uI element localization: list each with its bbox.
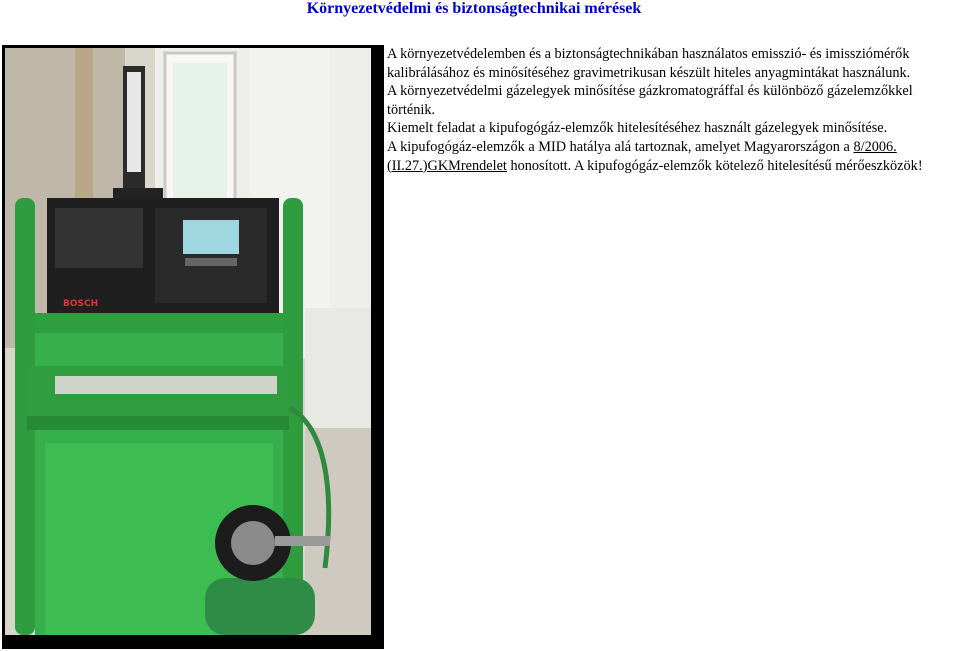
regulation-link[interactable]: 8/2006.(II.27.)GKMrendelet bbox=[387, 138, 897, 174]
photo-frame bbox=[2, 45, 384, 649]
page-title: Környezetvédelmi és biztonságtechnikai mérések bbox=[306, 0, 642, 17]
brand-label: BOSCH bbox=[63, 299, 99, 309]
gas-analyzer-photo bbox=[5, 48, 371, 635]
paragraph-gas-mixtures: A környezetvédelmi gázelegyek minősítése gázkromatográffal és különböző gázelemzőkkel történik. bbox=[387, 83, 913, 118]
paragraph-exhaust-analyzers: Kiemelt feladat a kipufogógáz-elemzők hitelesítéséhez használt gázelegyek minősítése. bbox=[387, 120, 888, 137]
paragraph-calibration: A környezetvédelemben és a biztonságtechnikában használatos emisszió- és imissziómérők kalibrálásához és minősítéséhez gravimetrikusan készült hiteles anyagmintákat használunk. bbox=[387, 46, 911, 81]
regulation-text-post: honosított. A kipufogógáz-elemzők kötelező hitelesítésű mérőeszközök! bbox=[506, 157, 923, 174]
paragraph-mid-regulation bbox=[387, 138, 959, 175]
content-text bbox=[387, 45, 959, 175]
regulation-text-pre: A kipufogógáz-elemzők a MID hatálya alá tartoznak, amelyet Magyarországon a bbox=[387, 138, 854, 155]
